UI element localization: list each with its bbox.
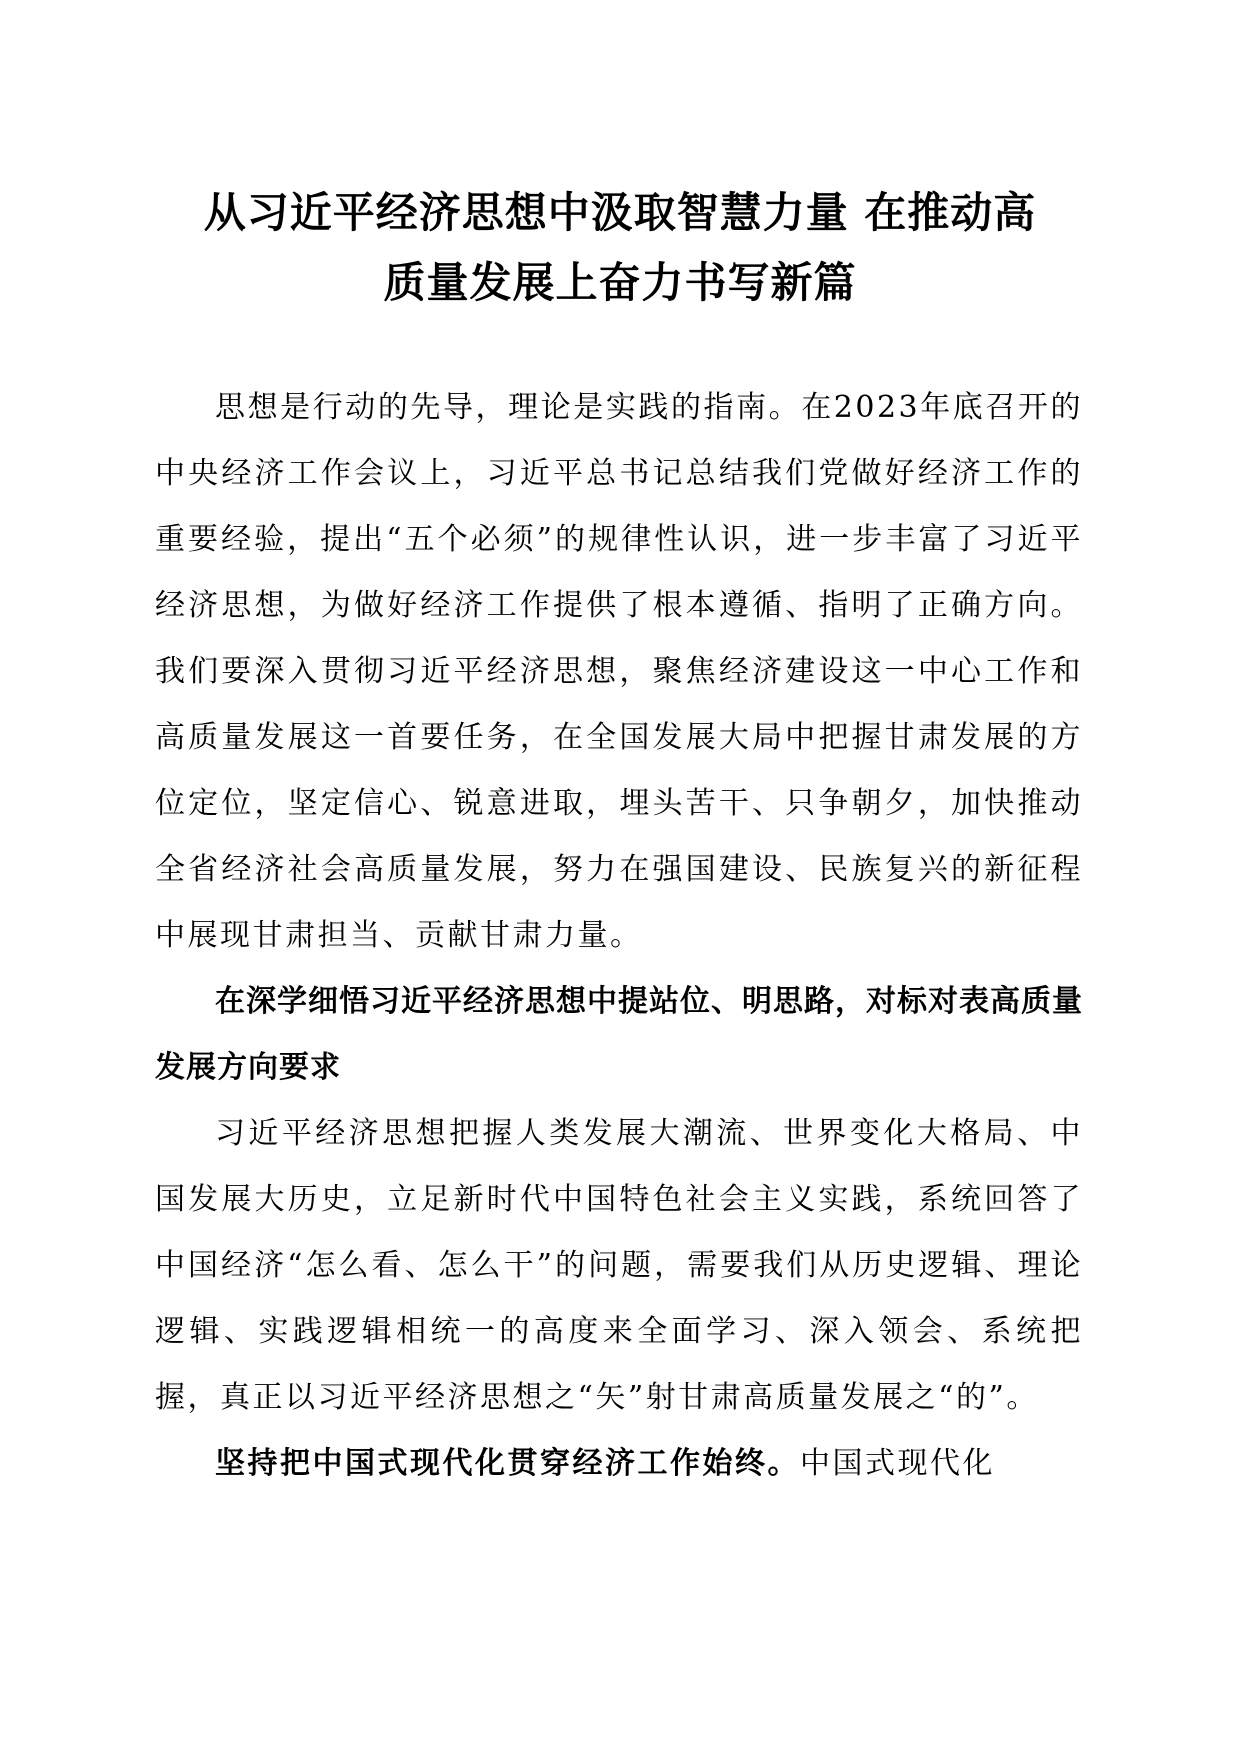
- section-heading: 在深学细悟习近平经济思想中提站位、明思路，对标对表高质量发展方向要求: [155, 984, 1083, 1085]
- paragraph-third-lead: 坚持把中国式现代化贯穿经济工作始终。: [215, 1446, 800, 1481]
- paragraph-intro: 思想是行动的先导，理论是实践的指南。在2023年底召开的中央经济工作会议上，习近平总书记总结我们党做好经济工作的重要经验，提出“五个必须”的规律性认识，进一步丰富了习近平经济思想，为做好经济工作提供了根本遵循、指明了正确方向。我们要深入贯彻习近平经济思想，聚焦经济建设这一中心工作和高质量发展这一首要任务，在全国发展大局中把握甘肃发展的方位定位，坚定信心、锐意进取，埋头苦干、只争朝夕，加快推动全省经济社会高质量发展，努力在强国建设、民族复兴的新征程中展现甘肃担当、贡献甘肃力量。: [155, 390, 1083, 953]
- paragraph-third-text: 中国式现代化: [800, 1446, 995, 1481]
- title-line-2: 质量发展上奋力书写新篇: [383, 258, 857, 307]
- document-title: [100, 178, 1140, 318]
- paragraph-third: [155, 1431, 1083, 1497]
- document-body: [155, 375, 1083, 1497]
- paragraph-second: 习近平经济思想把握人类发展大潮流、世界变化大格局、中国发展大历史，立足新时代中国特色社会主义实践，系统回答了中国经济“怎么看、怎么干”的问题，需要我们从历史逻辑、理论逻辑、实践逻辑相统一的高度来全面学习、深入领会、系统把握，真正以习近平经济思想之“矢”射甘肃高质量发展之“的”。: [155, 1116, 1083, 1415]
- title-line-1: 从习近平经济思想中汲取智慧力量 在推动高: [203, 188, 1037, 237]
